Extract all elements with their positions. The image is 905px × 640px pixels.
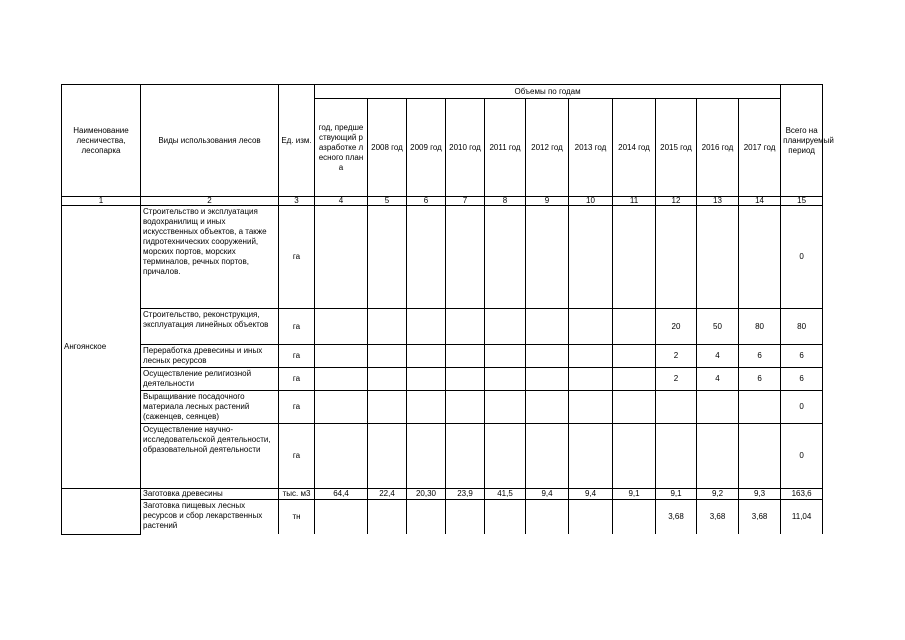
value-cell <box>526 368 569 391</box>
header-year: 2016 год <box>697 99 739 197</box>
header-prev-year: год, предшествующий разработке лесного плана <box>315 99 368 197</box>
total-cell: 80 <box>781 309 823 345</box>
value-cell <box>407 368 446 391</box>
column-number: 11 <box>613 197 656 206</box>
value-cell <box>446 309 485 345</box>
use-kind-cell: Заготовка пищевых лесных ресурсов и сбор лекарственных растений <box>141 500 279 535</box>
value-cell <box>656 206 697 309</box>
value-cell <box>315 345 368 368</box>
value-cell <box>407 391 446 424</box>
value-cell <box>739 391 781 424</box>
value-cell: 2 <box>656 345 697 368</box>
value-cell <box>368 391 407 424</box>
table-row <box>62 424 823 489</box>
column-number: 4 <box>315 197 368 206</box>
value-cell <box>569 206 613 309</box>
column-number: 6 <box>407 197 446 206</box>
value-cell <box>446 424 485 489</box>
value-cell <box>526 206 569 309</box>
value-cell: 41,5 <box>485 489 526 500</box>
value-cell <box>368 206 407 309</box>
value-cell <box>368 368 407 391</box>
column-number: 13 <box>697 197 739 206</box>
value-cell <box>446 345 485 368</box>
value-cell: 23,9 <box>446 489 485 500</box>
value-cell <box>526 309 569 345</box>
unit-cell: тн <box>279 500 315 535</box>
header-year: 2013 год <box>569 99 613 197</box>
value-cell: 9,4 <box>526 489 569 500</box>
unit-cell: га <box>279 424 315 489</box>
column-number: 5 <box>368 197 407 206</box>
forest-use-volumes-table <box>61 84 834 535</box>
value-cell <box>697 424 739 489</box>
unit-cell: га <box>279 391 315 424</box>
total-cell: 0 <box>781 206 823 309</box>
total-cell: 163,6 <box>781 489 823 500</box>
value-cell <box>485 391 526 424</box>
unit-cell: га <box>279 345 315 368</box>
value-cell <box>569 500 613 535</box>
forestry-name-cell-empty <box>62 489 141 535</box>
column-number-row <box>62 197 823 206</box>
column-number: 7 <box>446 197 485 206</box>
use-kind-cell: Осуществление религиозной деятельности <box>141 368 279 391</box>
header-year: 2009 год <box>407 99 446 197</box>
value-cell: 4 <box>697 368 739 391</box>
use-kind-cell: Выращивание посадочного материала лесных растений (саженцев, сеянцев) <box>141 391 279 424</box>
value-cell <box>485 345 526 368</box>
value-cell <box>613 368 656 391</box>
value-cell <box>485 500 526 535</box>
column-number: 9 <box>526 197 569 206</box>
total-cell: 6 <box>781 345 823 368</box>
value-cell <box>315 424 368 489</box>
use-kind-cell: Строительство и эксплуатация водохранилищ и иных искусственных объектов, а также гидротехнических сооружений, морских портов, морских терминалов, речных портов, причалов. <box>141 206 279 309</box>
value-cell <box>526 345 569 368</box>
table-row <box>62 206 823 309</box>
header-row-1 <box>62 85 823 99</box>
value-cell <box>315 391 368 424</box>
value-cell <box>613 500 656 535</box>
header-year: 2011 год <box>485 99 526 197</box>
header-year: 2014 год <box>613 99 656 197</box>
value-cell <box>613 391 656 424</box>
value-cell <box>569 391 613 424</box>
value-cell <box>485 424 526 489</box>
header-forestry-name: Наименование лесничества, лесопарка <box>62 85 141 197</box>
value-cell <box>569 309 613 345</box>
column-number: 15 <box>781 197 823 206</box>
value-cell <box>656 391 697 424</box>
header-year: 2012 год <box>526 99 569 197</box>
value-cell <box>368 424 407 489</box>
column-number: 10 <box>569 197 613 206</box>
total-cell: 0 <box>781 424 823 489</box>
value-cell: 3,68 <box>739 500 781 535</box>
value-cell <box>315 309 368 345</box>
value-cell <box>315 206 368 309</box>
total-cell: 6 <box>781 368 823 391</box>
table-row <box>62 368 823 391</box>
value-cell <box>697 206 739 309</box>
column-number: 1 <box>62 197 141 206</box>
unit-cell: га <box>279 368 315 391</box>
column-number: 8 <box>485 197 526 206</box>
value-cell: 50 <box>697 309 739 345</box>
value-cell <box>368 500 407 535</box>
value-cell: 20 <box>656 309 697 345</box>
value-cell: 3,68 <box>697 500 739 535</box>
total-cell: 0 <box>781 391 823 424</box>
header-year: 2008 год <box>368 99 407 197</box>
use-kind-cell: Переработка древесины и иных лесных ресурсов <box>141 345 279 368</box>
value-cell: 2 <box>656 368 697 391</box>
value-cell: 80 <box>739 309 781 345</box>
value-cell <box>569 424 613 489</box>
header-total: Всего на планируемый период <box>781 85 823 197</box>
value-cell <box>569 368 613 391</box>
value-cell <box>407 424 446 489</box>
value-cell <box>446 206 485 309</box>
table-row <box>62 391 823 424</box>
value-cell <box>697 391 739 424</box>
use-kind-cell: Заготовка древесины <box>141 489 279 500</box>
value-cell <box>368 345 407 368</box>
value-cell: 6 <box>739 368 781 391</box>
value-cell: 3,68 <box>656 500 697 535</box>
total-cell: 11,04 <box>781 500 823 535</box>
value-cell <box>446 368 485 391</box>
value-cell <box>613 309 656 345</box>
value-cell <box>569 345 613 368</box>
use-kind-cell: Строительство, реконструкция, эксплуатация линейных объектов <box>141 309 279 345</box>
value-cell <box>368 309 407 345</box>
value-cell: 4 <box>697 345 739 368</box>
value-cell <box>739 206 781 309</box>
value-cell <box>613 345 656 368</box>
header-year: 2015 год <box>656 99 697 197</box>
value-cell: 9,3 <box>739 489 781 500</box>
value-cell: 9,1 <box>613 489 656 500</box>
value-cell <box>656 424 697 489</box>
value-cell: 64,4 <box>315 489 368 500</box>
value-cell <box>446 500 485 535</box>
value-cell <box>407 309 446 345</box>
value-cell <box>613 206 656 309</box>
value-cell <box>407 345 446 368</box>
value-cell: 9,2 <box>697 489 739 500</box>
table-row <box>62 309 823 345</box>
use-kind-cell: Осуществление научно-исследовательской деятельности, образовательной деятельности <box>141 424 279 489</box>
value-cell: 6 <box>739 345 781 368</box>
header-year: 2010 год <box>446 99 485 197</box>
unit-cell: га <box>279 206 315 309</box>
unit-cell: га <box>279 309 315 345</box>
value-cell <box>613 424 656 489</box>
table-row <box>62 500 823 535</box>
value-cell: 9,4 <box>569 489 613 500</box>
header-use-kind: Виды использования лесов <box>141 85 279 197</box>
value-cell <box>526 424 569 489</box>
value-cell <box>407 206 446 309</box>
header-unit: Ед. изм. <box>279 85 315 197</box>
forest-plan-document <box>61 84 834 535</box>
table-row <box>62 489 823 500</box>
value-cell <box>446 391 485 424</box>
value-cell <box>485 309 526 345</box>
value-cell <box>739 424 781 489</box>
value-cell <box>407 500 446 535</box>
value-cell: 20,30 <box>407 489 446 500</box>
value-cell <box>526 391 569 424</box>
column-number: 12 <box>656 197 697 206</box>
column-number: 3 <box>279 197 315 206</box>
column-number: 2 <box>141 197 279 206</box>
value-cell <box>485 368 526 391</box>
value-cell <box>485 206 526 309</box>
value-cell: 9,1 <box>656 489 697 500</box>
column-number: 14 <box>739 197 781 206</box>
forestry-name-cell: Ангоянское <box>62 206 141 489</box>
value-cell: 22,4 <box>368 489 407 500</box>
header-year: 2017 год <box>739 99 781 197</box>
unit-cell: тыс. м3 <box>279 489 315 500</box>
table-row <box>62 345 823 368</box>
value-cell <box>315 368 368 391</box>
value-cell <box>526 500 569 535</box>
value-cell <box>315 500 368 535</box>
header-volumes-by-year: Объемы по годам <box>315 85 781 99</box>
